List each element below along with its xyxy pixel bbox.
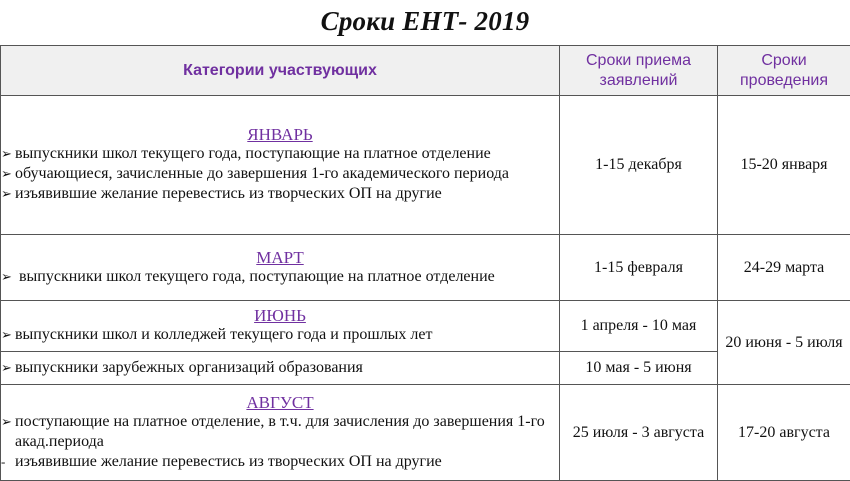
header-categories: Категории участвующих (1, 46, 560, 96)
march-conduct: 24-29 марта (718, 235, 850, 301)
table-row (1, 96, 850, 235)
table-header-row (1, 46, 850, 96)
august-conduct: 17-20 августа (718, 385, 850, 481)
month-june: ИЮНЬ (1, 307, 559, 325)
june-applications-2: 10 мая - 5 июня (560, 352, 718, 385)
june-categories-2 (1, 352, 560, 385)
march-applications: 1-15 февраля (560, 235, 718, 301)
arrow-bullet-icon: ➢ (1, 164, 15, 184)
list-item: ➢ выпускники школ и колледжей текущего года и прошлых лет (1, 325, 559, 345)
june-applications-1: 1 апреля - 10 мая (560, 301, 718, 352)
march-categories (1, 235, 560, 301)
table-row (1, 385, 850, 481)
dash-bullet-icon: - (1, 452, 15, 472)
june-conduct: 20 июня - 5 июля (718, 301, 850, 385)
arrow-bullet-icon: ➢ (1, 412, 15, 432)
august-categories (1, 385, 560, 481)
list-item: ➢ изъявившие желание перевестись из творческих ОП на другие (1, 184, 559, 204)
list-item: ➢ выпускники зарубежных организаций образования (1, 358, 559, 378)
list-item: ➢ выпускники школ текущего года, поступающие на платное отделение (1, 267, 559, 287)
list-item: ➢ выпускники школ текущего года, поступающие на платное отделение (1, 144, 559, 164)
arrow-bullet-icon: ➢ (1, 267, 15, 287)
schedule-table (0, 45, 850, 481)
june-categories (1, 301, 560, 352)
arrow-bullet-icon: ➢ (1, 358, 15, 378)
arrow-bullet-icon: ➢ (1, 325, 15, 345)
arrow-bullet-icon: ➢ (1, 144, 15, 164)
header-conduct: Сроки проведения (718, 46, 850, 96)
header-applications: Сроки приема заявлений (560, 46, 718, 96)
month-january: ЯНВАРЬ (1, 126, 559, 144)
page-title: Сроки ЕНТ- 2019 (0, 6, 850, 37)
arrow-bullet-icon: ➢ (1, 184, 15, 204)
list-item: ➢ поступающие на платное отделение, в т.ч. для зачисления до завершения 1-го акад.периода (1, 412, 559, 452)
january-conduct: 15-20 января (718, 96, 850, 235)
table-row (1, 301, 850, 352)
august-applications: 25 июля - 3 августа (560, 385, 718, 481)
list-item: ➢ обучающиеся, зачисленные до завершения 1-го академического периода (1, 164, 559, 184)
list-item: - изъявившие желание перевестись из творческих ОП на другие (1, 452, 559, 472)
table-row (1, 235, 850, 301)
month-march: МАРТ (1, 249, 559, 267)
january-categories (1, 96, 560, 235)
month-august: АВГУСТ (1, 394, 559, 412)
january-applications: 1-15 декабря (560, 96, 718, 235)
